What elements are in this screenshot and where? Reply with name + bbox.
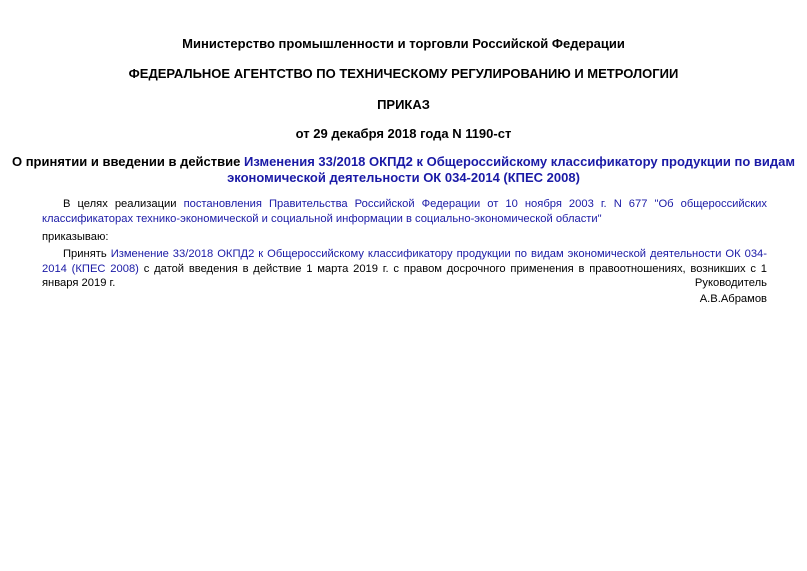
- paragraph-order-word: приказываю:: [42, 231, 109, 243]
- amendment-link[interactable]: Изменение 33/2018 ОКПД2 к Общероссийскому классификатору продукции по видам экономической деятельности ОК 034-2014 (КПЕС 2008): [42, 248, 767, 275]
- subject-amendment-link[interactable]: Изменения 33/2018 ОКПД2 к Общероссийскому классификатору продукции по видам экономической деятельности ОК 034-2014 (КПЕС 2008): [227, 154, 795, 185]
- subject-prefix: О принятии и введении в действие: [11, 154, 244, 169]
- paragraph-basis: [42, 197, 767, 226]
- signature-role: Руководитель: [694, 277, 767, 289]
- document-date-number: от 29 декабря 2018 года N 1190-ст: [295, 126, 512, 141]
- signature-name: А.В.Абрамов: [699, 293, 767, 305]
- paragraph-decision-suffix: с датой введения в действие 1 марта 2019 г. с правом досрочного применения в правоотношениях, возникших с 1 января 2019 г.: [42, 262, 767, 289]
- document-type: ПРИКАЗ: [377, 97, 430, 112]
- paragraph-basis-prefix: В целях реализации: [63, 198, 184, 210]
- document-subject: [0, 154, 807, 186]
- agency-heading: ФЕДЕРАЛЬНОЕ АГЕНТСТВО ПО ТЕХНИЧЕСКОМУ РЕГУЛИРОВАНИЮ И МЕТРОЛОГИИ: [128, 66, 679, 81]
- paragraph-decision-prefix: Принять: [63, 248, 111, 260]
- government-resolution-link[interactable]: постановления Правительства Российской Федерации от 10 ноября 2003 г. N 677 "Об общероссийских классификаторах технико-экономической и социальной информации в социально-экономической области": [42, 198, 767, 225]
- paragraph-decision: [42, 247, 767, 291]
- ministry-heading: Министерство промышленности и торговли Российской Федерации: [182, 36, 625, 51]
